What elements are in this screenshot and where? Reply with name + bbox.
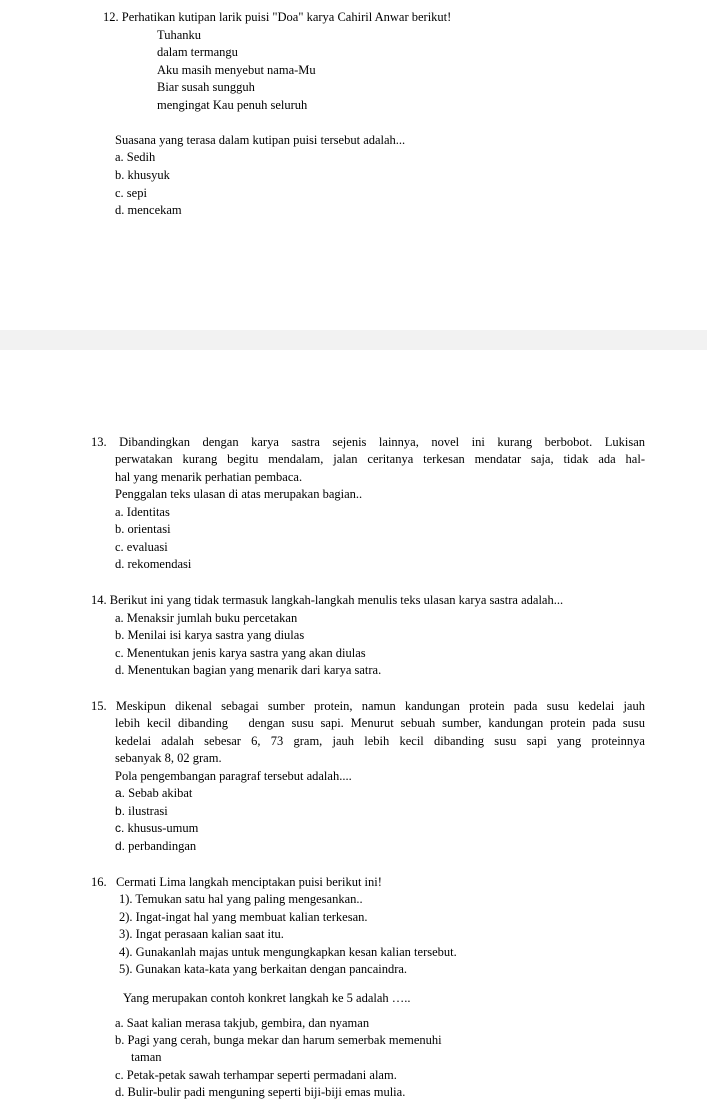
page-1 — [0, 0, 707, 330]
q12-option: d. mencekam — [115, 203, 182, 217]
q15-option-letter: a. — [115, 786, 126, 800]
q15-line: 15. Meskipun dikenal sebagai sumber protein, namun kandungan protein pada susu kedelai jauh — [91, 699, 645, 713]
q13-line: hal yang menarik perhatian pembaca. — [115, 470, 303, 484]
q12-question: Suasana yang terasa dalam kutipan puisi tersebut adalah... — [115, 133, 406, 147]
q14-option: c. Menentukan jenis karya sastra yang akan diulas — [115, 646, 366, 660]
q16-question: Yang merupakan contoh konkret langkah ke 5 adalah ….. — [123, 991, 411, 1005]
q12-title: 12. Perhatikan kutipan larik puisi "Doa" karya Cahiril Anwar berikut! — [103, 10, 452, 24]
q15-option-text: khusus-umum — [127, 821, 199, 835]
q13-option: b. orientasi — [115, 522, 171, 536]
q15-option-letter: b. — [115, 804, 126, 818]
q12-option: c. sepi — [115, 186, 147, 200]
q15-option — [115, 838, 196, 855]
q16-step: 3). Ingat perasaan kalian saat itu. — [119, 927, 284, 941]
q14-option: b. Menilai isi karya sastra yang diulas — [115, 628, 305, 642]
q15-question: Pola pengembangan paragraf tersebut adalah.... — [115, 769, 352, 783]
q12-option: a. Sedih — [115, 150, 156, 164]
q15-line: kedelai adalah sebesar 6, 73 gram, jauh lebih kecil dibanding susu sapi yang proteinnya — [115, 734, 645, 748]
q12-poem-line: Aku masih menyebut nama-Mu — [157, 63, 316, 77]
q13-option: c. evaluasi — [115, 540, 168, 554]
q14-option: d. Menentukan bagian yang menarik dari karya satra. — [115, 663, 382, 677]
q15-option-letter: c. — [115, 821, 125, 835]
q13-question: Penggalan teks ulasan di atas merupakan bagian.. — [115, 487, 363, 501]
q16-option: d. Bulir-bulir padi menguning seperti biji-biji emas mulia. — [115, 1085, 406, 1099]
q13-line: 13. Dibandingkan dengan karya sastra sejenis lainnya, novel ini kurang berbobot. Lukisan — [91, 435, 645, 449]
q15-option — [115, 803, 168, 820]
q12-poem-line: dalam termangu — [157, 45, 238, 59]
q15-option-text: Sebab akibat — [128, 786, 193, 800]
q14-option: a. Menaksir jumlah buku percetakan — [115, 611, 298, 625]
q12-poem-line: Tuhanku — [157, 28, 201, 42]
q12-option: b. khusyuk — [115, 168, 170, 182]
q16-step: 2). Ingat-ingat hal yang membuat kalian terkesan. — [119, 910, 368, 924]
q16-step: 4). Gunakanlah majas untuk mengungkapkan kesan kalian tersebut. — [119, 945, 457, 959]
page-gap — [0, 330, 707, 350]
q12-poem-line: mengingat Kau penuh seluruh — [157, 98, 308, 112]
q15-option — [115, 820, 198, 837]
q16-step: 5). Gunakan kata-kata yang berkaitan dengan pancaindra. — [119, 962, 408, 976]
q15-option-letter: d. — [115, 839, 126, 853]
q16-title: 16. Cermati Lima langkah menciptakan puisi berikut ini! — [91, 875, 382, 889]
q14-title: 14. Berikut ini yang tidak termasuk langkah-langkah menulis teks ulasan karya sastra adalah... — [91, 593, 564, 607]
q15-line: sebanyak 8, 02 gram. — [115, 751, 222, 765]
page-2 — [0, 350, 707, 1120]
q13-option: d. rekomendasi — [115, 557, 192, 571]
q15-option — [115, 785, 192, 802]
q15-option-text: ilustrasi — [128, 804, 168, 818]
q15-line: lebih kecil dibanding dengan susu sapi. Menurut sebuah sumber, kandungan protein pada susu — [115, 716, 645, 730]
q12-poem-line: Biar susah sungguh — [157, 80, 255, 94]
q16-option-continued: taman — [131, 1050, 162, 1064]
q16-option: c. Petak-petak sawah terhampar seperti permadani alam. — [115, 1068, 397, 1082]
q16-step: 1). Temukan satu hal yang paling mengesankan.. — [119, 892, 363, 906]
q16-option: b. Pagi yang cerah, bunga mekar dan harum semerbak memenuhi — [115, 1033, 442, 1047]
q13-line: perwatakan kurang begitu mendalam, jalan ceritanya terkesan mendatar saja, tidak ada hal- — [115, 452, 645, 466]
q15-option-text: perbandingan — [128, 839, 197, 853]
q13-option: a. Identitas — [115, 505, 170, 519]
q16-option: a. Saat kalian merasa takjub, gembira, dan nyaman — [115, 1016, 370, 1030]
